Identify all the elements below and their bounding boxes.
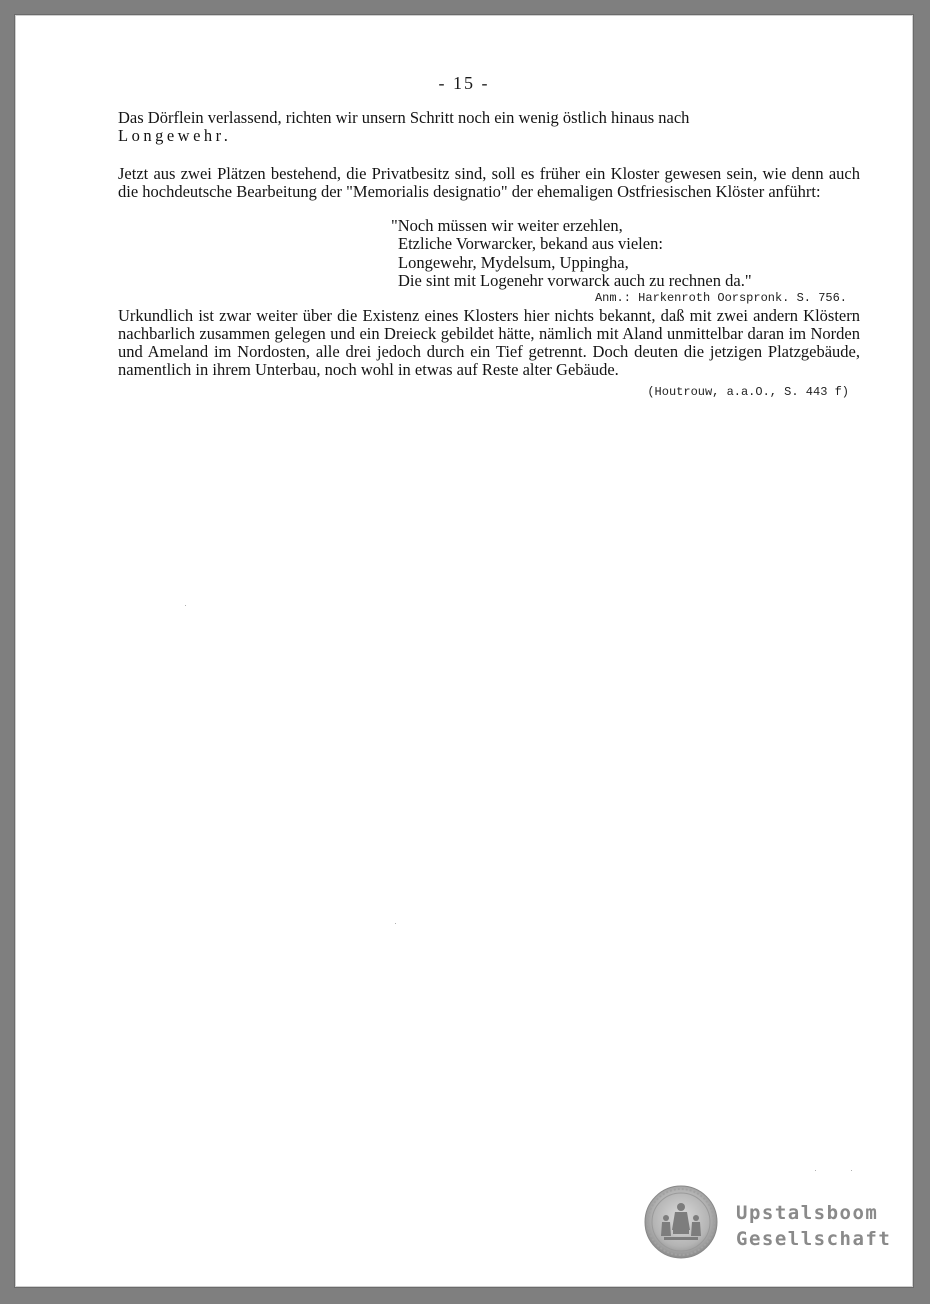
verse-line: Die sint mit Logenehr vorwarck auch zu rechnen da." [398,270,752,290]
wordmark-line-2: Gesellschaft [736,1228,892,1250]
scan-speck [185,605,186,606]
intro-line: Das Dörflein verlassend, richten wir unsern Schritt noch ein wenig östlich hinaus nach [118,108,690,127]
verse-quote [391,217,752,290]
second-paragraph: Jetzt aus zwei Plätzen bestehend, die Privatbesitz sind, soll es früher ein Kloster gewesen sein, wie denn auch die hochdeutsche Bearbeitung der "Memorialis designatio" der ehemaligen Ostfriesischen Klöster anführt: [118,164,860,201]
verse-line: "Noch müssen wir weiter erzehlen, [391,216,623,235]
scan-speck [815,1170,816,1171]
society-wordmark [736,1200,891,1252]
page-number: - 15 - [438,73,490,93]
source-reference: (Houtrouw, a.a.O., S. 443 f) [647,385,849,399]
scan-speck [395,923,396,924]
intro-paragraph [118,109,860,145]
page-border [15,15,913,1287]
upstalsboom-seal-logo [644,1185,718,1259]
verse-line: Etzliche Vorwarcker, bekand aus vielen: [398,234,663,254]
third-paragraph: Urkundlich ist zwar weiter über die Existenz eines Klosters hier nichts bekannt, daß mit zwei andern Klöstern nachbarlich zusammen gelegen und ein Dreieck gebildet hätte, nämlich mit Aland unmittelbar daran im Norden und Ameland im Nordosten, alle drei jedoch durch ein Tief getrennt. Doch deuten die jetzigen Platzgebäude, namentlich in ihrem Unterbau, noch wohl in etwas auf Reste alter Gebäude. [118,306,860,379]
wordmark-line-1: Upstalsboom [736,1202,879,1224]
verse-line: Longewehr, Mydelsum, Uppingha, [398,252,629,272]
place-name-longewehr: Longewehr. [118,126,232,145]
scan-speck [851,1170,852,1171]
document-page [14,14,914,1288]
annotation-note: Anm.: Harkenroth Oorspronk. S. 756. [594,291,847,305]
